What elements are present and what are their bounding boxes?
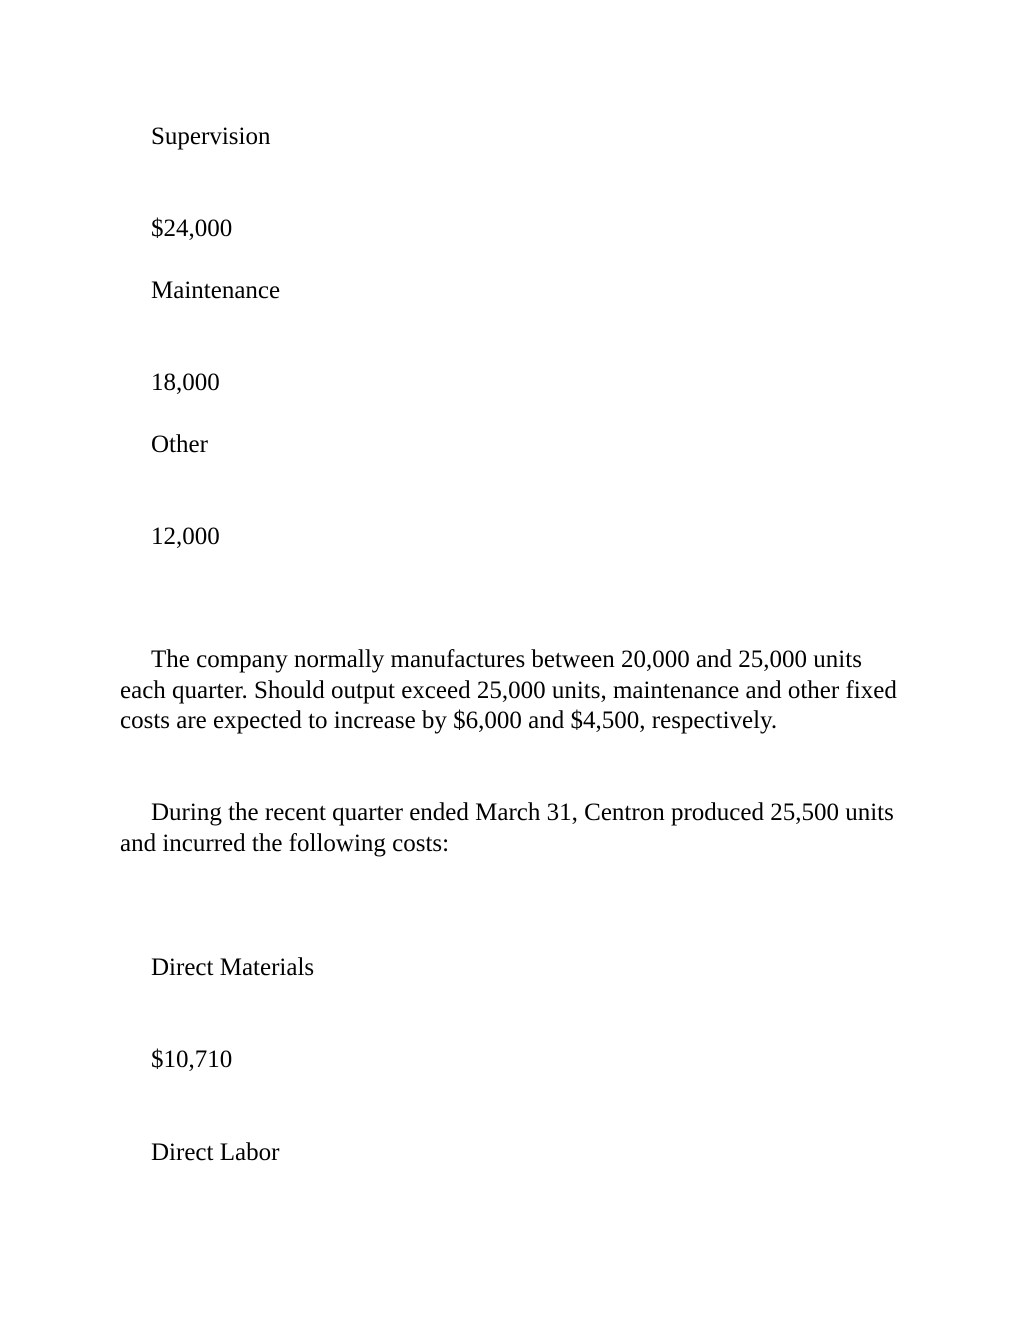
other-label: Other (151, 431, 208, 458)
direct-materials-amount: $10,710 (151, 1046, 233, 1073)
output-paragraph: The company normally manufactures between 20,000 and 25,000 units each quarter. Should output exceed 25,000 units, maintenance and other fixed costs are expected to increase by $6,000 and $4,500, respectively. (120, 646, 897, 735)
maintenance-label: Maintenance (151, 277, 281, 304)
direct-labor-label: Direct Labor (151, 1139, 280, 1166)
supervision-amount: $24,000 (151, 215, 233, 242)
other-amount: 12,000 (151, 523, 220, 550)
quarter-paragraph: During the recent quarter ended March 31, Centron produced 25,500 units and incurred the following costs: (120, 799, 894, 857)
direct-materials-label: Direct Materials (151, 954, 315, 981)
supervision-label: Supervision (151, 123, 271, 150)
maintenance-amount: 18,000 (151, 369, 220, 396)
